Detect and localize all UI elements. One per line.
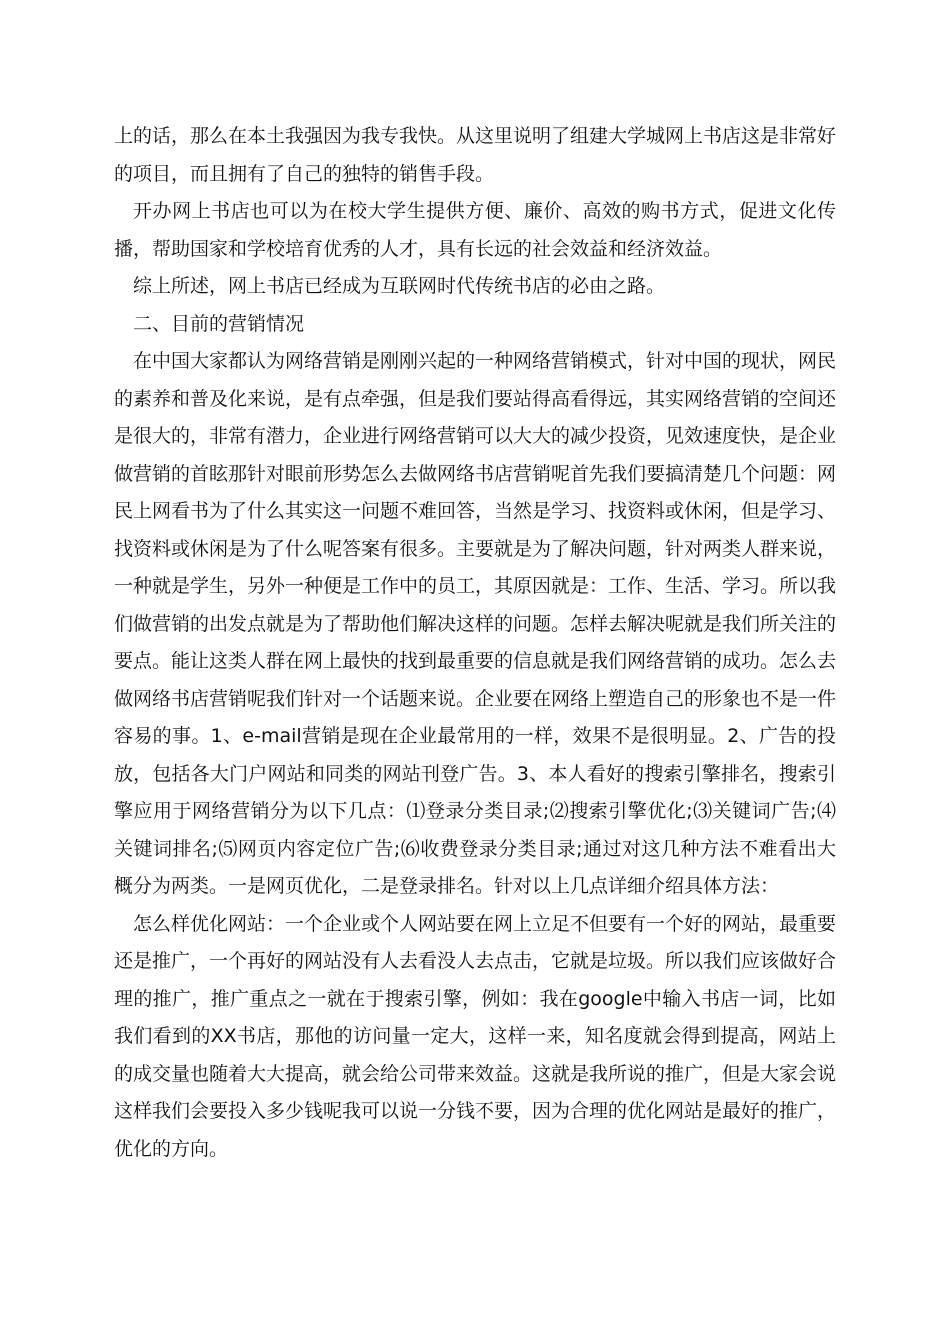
paragraph-continuation: 上的话，那么在本土我强因为我专我快。从这里说明了组建大学城网上书店这是非常好的项目，而且拥有了自己的独特的销售手段。 [114, 125, 837, 185]
paragraph-benefits: 开办网上书店也可以为在校大学生提供方便、廉价、高效的购书方式，促进文化传播，帮助国家和学校培育优秀的人才，具有长远的社会效益和经济效益。 [114, 200, 836, 260]
section-heading: 二、目前的营销情况 [133, 312, 305, 335]
paragraph-summary: 综上所述，网上书店已经成为互联网时代传统书店的必由之路。 [133, 275, 666, 297]
paragraph-website-optimization: 怎么样优化网站：一个企业或个人网站要在网上立足不但要有一个好的网站，最重要还是推广，一个再好的网站没有人去看没人去点击，它就是垃圾。所以我们应该做好合理的推广，推广重点之一就在于搜索引擎，例如：我在google中输入书店一词，比如我们看到的XX书店，那他的访问量一定大，这样一来，知名度就会得到提高，网站上的成交量也随着大大提高，就会给公司带来效益。这就是我所说的推广，但是大家会说这样我们会要投入多少钱呢我可以说一分钱不要，因为合理的优化网站是最好的推广，优化的方向。 [114, 912, 837, 1160]
paragraph-marketing-status: 在中国大家都认为网络营销是刚刚兴起的一种网络营销模式，针对中国的现状，网民的素养和普及化来说，是有点牵强，但是我们要站得高看得远，其实网络营销的空间还是很大的，非常有潜力，企业进行网络营销可以大大的减少投资，见效速度快，是企业做营销的首眩那针对眼前形势怎么去做网络书店营销呢首先我们要搞清楚几个问题：网民上网看书为了什么其实这一问题不难回答，当然是学习、找资料或休闲，但是学习、找资料或休闲是为了什么呢答案有很多。主要就是为了解决问题，针对两类人群来说，一种就是学生，另外一种便是工作中的员工，其原因就是：工作、生活、学习。所以我们做营销的出发点就是为了帮助他们解决这样的问题。怎样去解决呢就是我们所关注的要点。能让这类人群在网上最快的找到最重要的信息就是我们网络营销的成功。怎么去做网络书店营销呢我们针对一个话题来说。企业要在网络上塑造自己的形象也不是一件容易的事。1、e-mail营销是现在企业最常用的一样，效果不是很明显。2、广告的投放，包括各大门户网站和同类的网站刊登广告。3、本人看好的搜索引擎排名，搜索引擎应用于网络营销分为以下几点：⑴登录分类目录;⑵搜索引擎优化;⑶关键词广告;⑷关键词排名;⑸网页内容定位广告;⑹收费登录分类目录;通过对这几种方法不难看出大概分为两类。一是网页优化，二是登录排名。针对以上几点详细介绍具体方法： [114, 350, 837, 897]
document-body [114, 118, 836, 1168]
